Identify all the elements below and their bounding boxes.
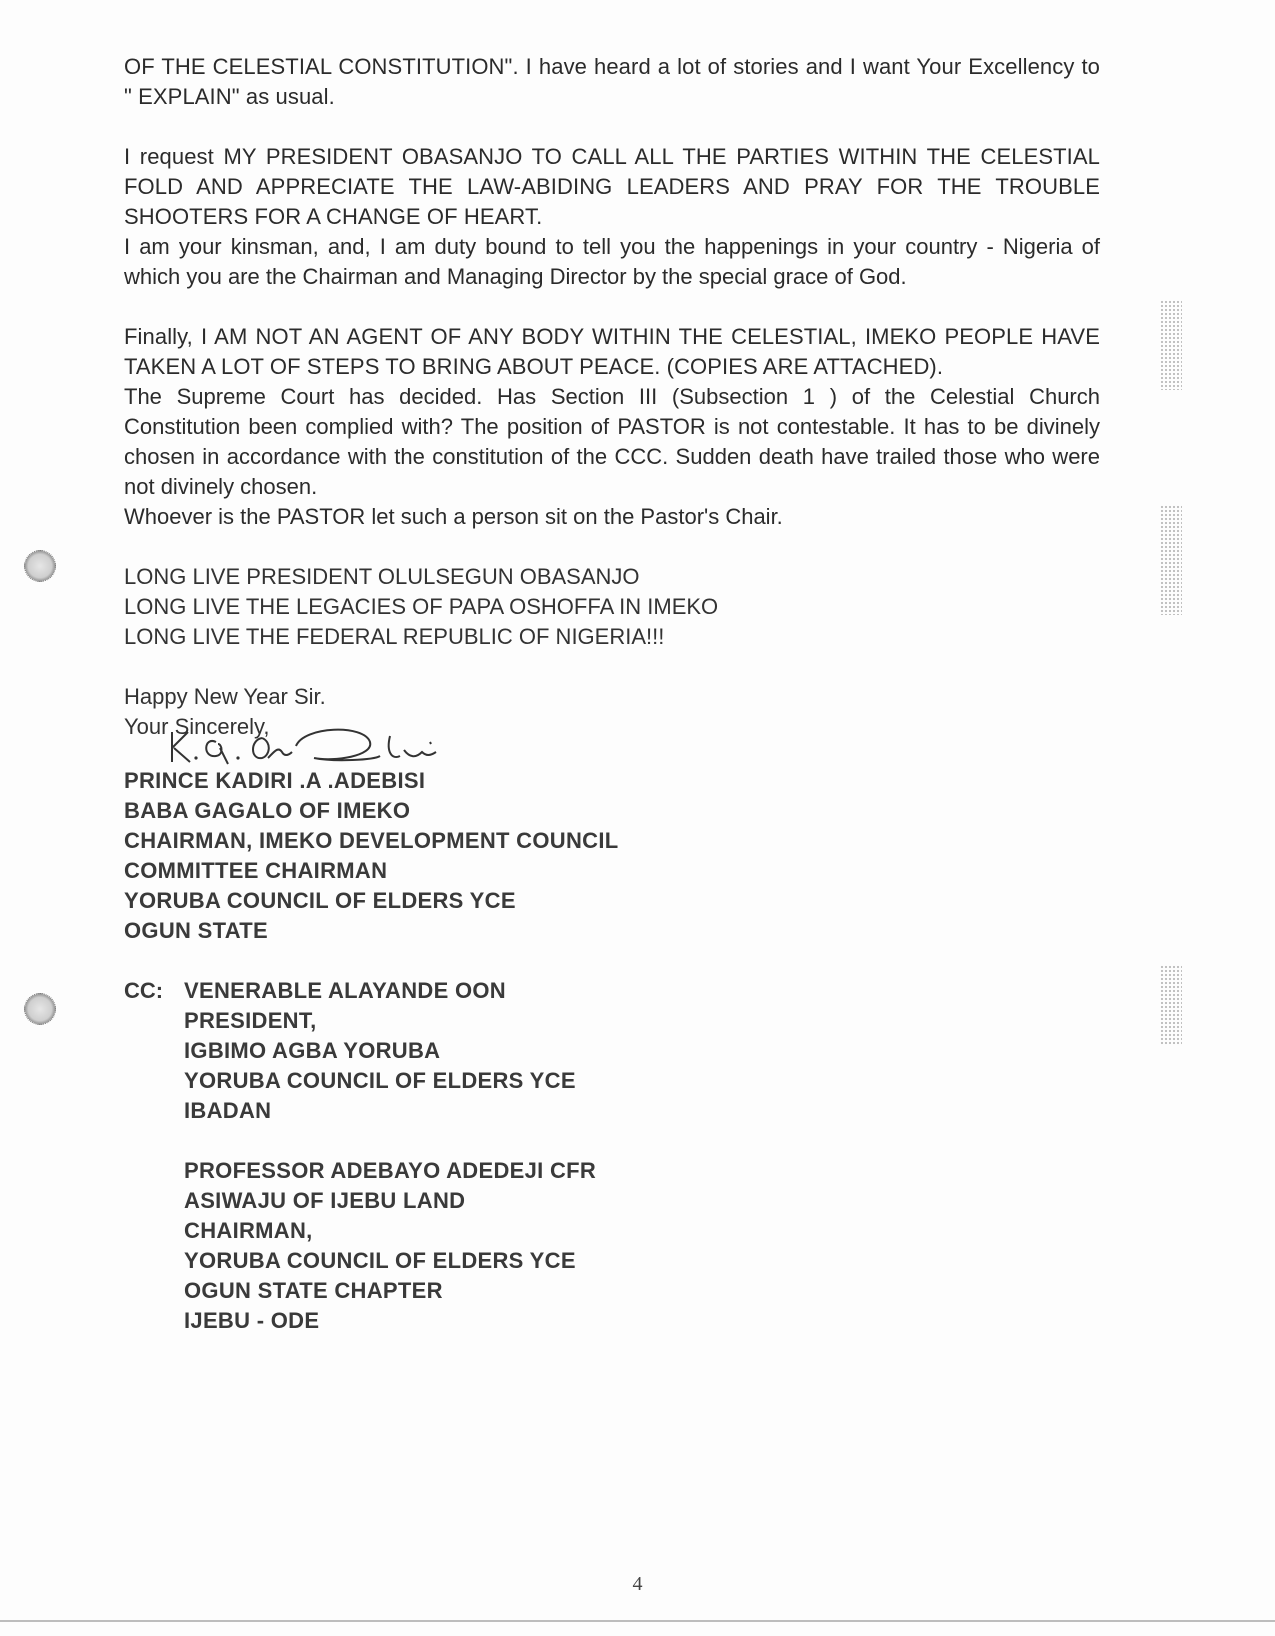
cc-line: YORUBA COUNCIL OF ELDERS YCE (184, 1068, 576, 1093)
greeting: Happy New Year Sir. (124, 684, 326, 709)
paragraph-text: I am your kinsman, and, I am duty bound to tell you the happenings in your country - Nigeria of which you are the Chairman and Managing Director by the special grace of God. (124, 234, 1100, 289)
paragraph-text: The Supreme Court has decided. Has Section III (Subsection 1 ) of the Celestial Church Constitution been complied with? The position of PASTOR is not contestable. It has to be divinely chosen in accordance with the constitution of the CCC. Sudden death have trailed those who were not divinely chosen. (124, 384, 1100, 499)
letter-body (124, 52, 1100, 1336)
punch-hole-top (24, 550, 56, 582)
signatory-title: COMMITTEE CHAIRMAN (124, 858, 388, 883)
signature-image (164, 722, 504, 768)
paragraph-text: Whoever is the PASTOR let such a person sit on the Pastor's Chair. (124, 504, 783, 529)
closing-section (124, 682, 1100, 766)
scan-speckle (1160, 965, 1182, 1045)
cc-line: IJEBU - ODE (184, 1308, 320, 1333)
long-live-line: LONG LIVE THE LEGACIES OF PAPA OSHOFFA IN IMEKO (124, 594, 719, 619)
cc-line: VENERABLE ALAYANDE OON (184, 978, 506, 1003)
finally-paragraph (124, 322, 1100, 532)
cc-line: OGUN STATE CHAPTER (184, 1278, 443, 1303)
long-live-line: LONG LIVE THE FEDERAL REPUBLIC OF NIGERIA!!! (124, 624, 665, 649)
signatory-title: OGUN STATE (124, 918, 268, 943)
cc-section (124, 976, 1100, 1336)
cc-recipient (184, 976, 1100, 1126)
opening-paragraph (124, 52, 1100, 112)
long-live-line: LONG LIVE PRESIDENT OLULSEGUN OBASANJO (124, 564, 640, 589)
scan-speckle (1160, 505, 1182, 615)
signatory-name: PRINCE KADIRI .A .ADEBISI (124, 768, 426, 793)
signatory-title: CHAIRMAN, IMEKO DEVELOPMENT COUNCIL (124, 828, 619, 853)
cc-list (184, 976, 1100, 1336)
cc-line: ASIWAJU OF IJEBU LAND (184, 1188, 466, 1213)
cc-line: CHAIRMAN, (184, 1218, 313, 1243)
long-live-section (124, 562, 1100, 652)
paragraph-text: Finally, I AM NOT AN AGENT OF ANY BODY WITHIN THE CELESTIAL, IMEKO PEOPLE HAVE TAKEN A LOT OF STEPS TO BRING ABOUT PEACE. (COPIES ARE ATTACHED). (124, 324, 1100, 379)
paragraph-text: OF THE CELESTIAL CONSTITUTION". I have heard a lot of stories and I want Your Excellency to " EXPLAIN" as usual. (124, 54, 1100, 109)
cc-recipient (184, 1156, 1100, 1336)
handwritten-signature (164, 736, 1100, 766)
signatory-block (124, 766, 1100, 946)
scan-edge-line (0, 1620, 1275, 1622)
cc-line: IBADAN (184, 1098, 272, 1123)
paragraph-text: I request MY PRESIDENT OBASANJO TO CALL ALL THE PARTIES WITHIN THE CELESTIAL FOLD AND APPRECIATE THE LAW-ABIDING LEADERS AND PRAY FOR THE TROUBLE SHOOTERS FOR A CHANGE OF HEART. (124, 144, 1100, 229)
page-number: 4 (632, 1573, 643, 1595)
cc-line: PROFESSOR ADEBAYO ADEDEJI CFR (184, 1158, 597, 1183)
signatory-title: BABA GAGALO OF IMEKO (124, 798, 411, 823)
signatory-title: YORUBA COUNCIL OF ELDERS YCE (124, 888, 516, 913)
punch-hole-bottom (24, 993, 56, 1025)
cc-label: CC: (124, 978, 164, 1003)
valediction: Your Sincerely, (124, 714, 270, 739)
request-paragraph (124, 142, 1100, 292)
cc-line: PRESIDENT, (184, 1008, 317, 1033)
scan-speckle (1160, 300, 1182, 390)
cc-line: IGBIMO AGBA YORUBA (184, 1038, 441, 1063)
cc-line: YORUBA COUNCIL OF ELDERS YCE (184, 1248, 576, 1273)
